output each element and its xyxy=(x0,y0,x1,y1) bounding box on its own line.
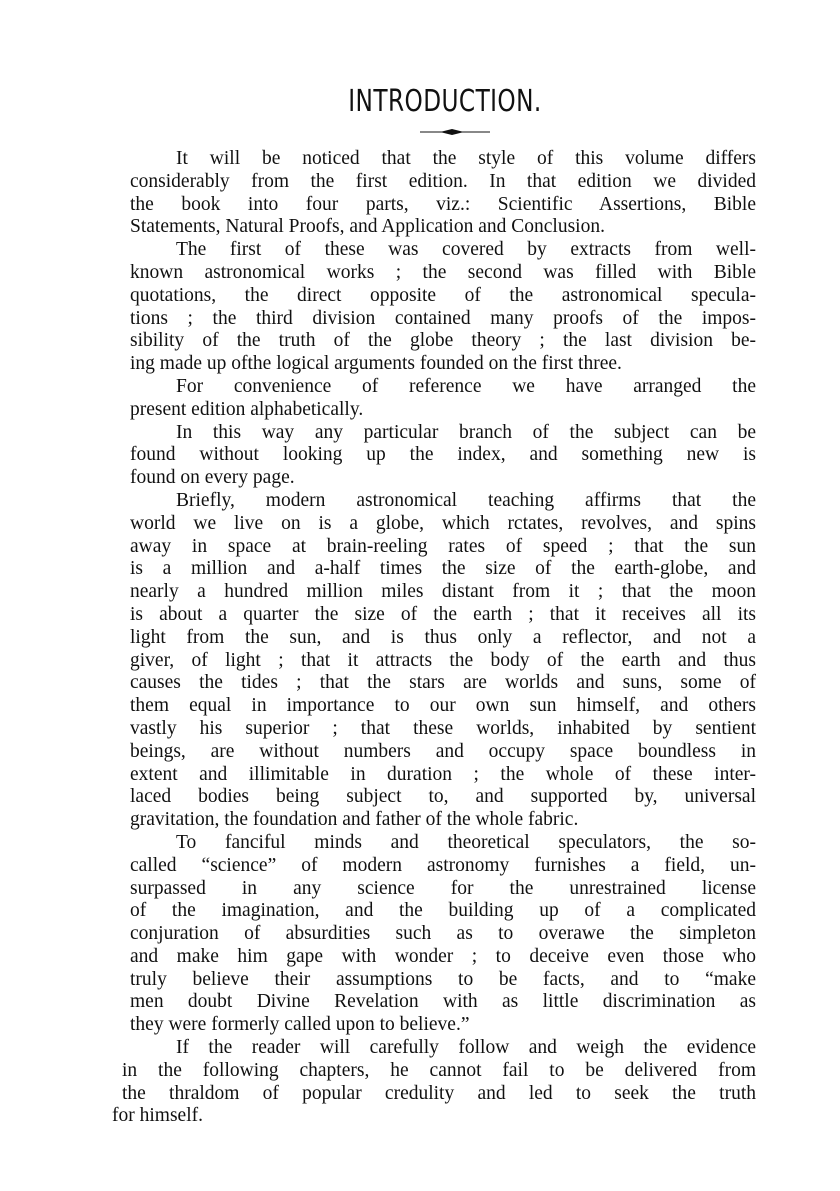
text-line: The first of these was covered by extracts from well- xyxy=(176,239,756,261)
text-line: sibility of the truth of the globe theory ; the last division be- xyxy=(130,330,756,352)
text-line: men doubt Divine Revelation with as little discrimination as xyxy=(130,991,756,1013)
text-line: quotations, the direct opposite of the astronomical specula- xyxy=(130,284,756,306)
text-line: beings, are without numbers and occupy space boundless in xyxy=(130,740,756,762)
text-line: light from the sun, and is thus only a reflector, and not a xyxy=(130,626,756,648)
text-line: ing made up ofthe logical arguments founded on the first three. xyxy=(130,353,622,375)
text-line: for himself. xyxy=(112,1105,203,1127)
text-line: tions ; the third division contained many proofs of the impos- xyxy=(130,307,756,329)
text-line: the thraldom of popular credulity and led to seek the truth xyxy=(122,1082,756,1104)
text-line: extent and illimitable in duration ; the whole of these inter- xyxy=(130,763,756,785)
text-line: in the following chapters, he cannot fail to be delivered from xyxy=(122,1059,756,1081)
text-line: To fanciful minds and theoretical speculators, the so- xyxy=(176,831,756,853)
text-line: of the imagination, and the building up of a complicated xyxy=(130,900,756,922)
text-line: If the reader will carefully follow and weigh the evidence xyxy=(176,1037,756,1059)
text-line: truly believe their assumptions to be facts, and to “make xyxy=(130,968,756,990)
text-line: Briefly, modern astronomical teaching affirms that the xyxy=(176,489,756,511)
text-line: them equal in importance to our own sun himself, and others xyxy=(130,695,756,717)
title-ornament-divider xyxy=(420,128,490,136)
text-line: vastly his superior ; that these worlds, inhabited by sentient xyxy=(130,717,756,739)
text-line: It will be noticed that the style of this volume differs xyxy=(176,148,756,169)
text-line: found on every page. xyxy=(130,467,295,489)
text-line: conjuration of absurdities such as to overawe the simpleton xyxy=(130,923,756,945)
text-line: considerably from the first edition. In that edition we divided xyxy=(130,170,756,192)
text-line: laced bodies being subject to, and supported by, universal xyxy=(130,786,756,808)
text-line: Statements, Natural Proofs, and Application and Conclusion. xyxy=(130,216,605,238)
text-line: is a million and a-half times the size of the earth-globe, and xyxy=(130,558,756,580)
text-line: they were formerly called upon to believe.” xyxy=(130,1014,470,1036)
page-title: INTRODUCTION. xyxy=(348,84,542,119)
text-line: called “science” of modern astronomy furnishes a field, un- xyxy=(130,854,756,876)
text-line: present edition alphabetically. xyxy=(130,398,364,420)
text-line: causes the tides ; that the stars are worlds and suns, some of xyxy=(130,672,756,694)
text-line: surpassed in any science for the unrestrained license xyxy=(130,877,756,899)
text-line: away in space at brain-reeling rates of speed ; that the sun xyxy=(130,535,756,557)
text-line: known astronomical works ; the second was filled with Bible xyxy=(130,261,756,283)
text-line: For convenience of reference we have arranged the xyxy=(176,375,756,397)
text-line: nearly a hundred million miles distant from it ; that the moon xyxy=(130,581,756,603)
text-line: is about a quarter the size of the earth ; that it receives all its xyxy=(130,603,756,625)
text-line: In this way any particular branch of the subject can be xyxy=(176,421,756,443)
introduction-body xyxy=(112,148,756,1128)
text-line: world we live on is a globe, which rctates, revolves, and spins xyxy=(130,512,756,534)
text-line: and make him gape with wonder ; to deceive even those who xyxy=(130,945,756,967)
text-line: giver, of light ; that it attracts the body of the earth and thus xyxy=(130,649,756,671)
text-line: found without looking up the index, and something new is xyxy=(130,444,756,466)
text-line: gravitation, the foundation and father of the whole fabric. xyxy=(130,809,579,831)
text-line: the book into four parts, viz.: Scientific Assertions, Bible xyxy=(130,193,756,215)
